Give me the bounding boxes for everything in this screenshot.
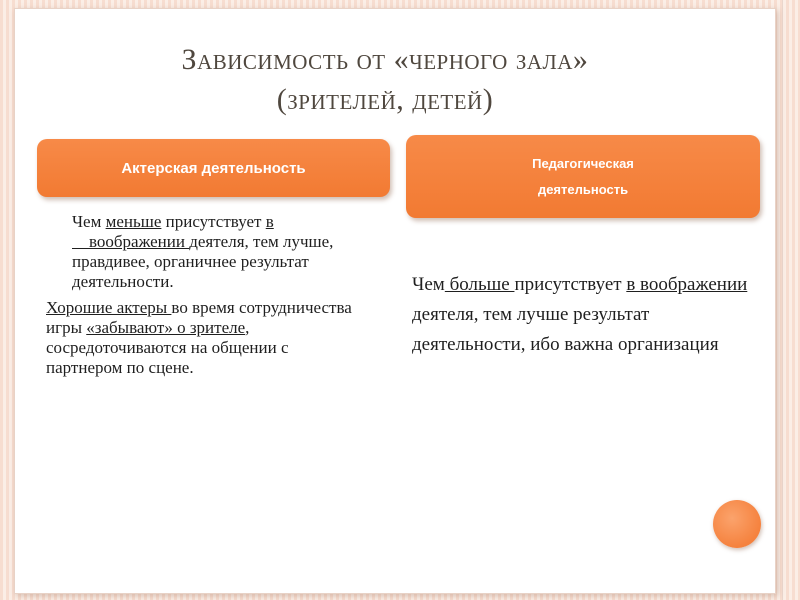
edge-line — [782, 0, 783, 600]
text-run: Чем — [412, 274, 445, 295]
title-line-1: Зависимость от «черного зала» — [181, 43, 589, 76]
pedagogical-paragraph — [412, 270, 752, 360]
decorative-circle — [713, 500, 761, 548]
header-pedagogical-line-2: деятельность — [537, 181, 629, 197]
header-acting — [37, 139, 390, 197]
pedagogical-text — [412, 270, 752, 360]
underlined-run: Хорошие актеры — [46, 298, 172, 317]
text-run: присутствует — [514, 274, 627, 295]
underlined-run: меньше — [105, 212, 162, 231]
acting-text — [46, 212, 356, 378]
header-acting-label: Актерская деятельность — [121, 159, 306, 177]
underlined-run: в воображении — [626, 274, 748, 295]
text-run: присутствует — [161, 212, 266, 231]
underlined-run: в — [265, 212, 274, 231]
header-pedagogical-line-1: Педагогическая — [532, 155, 634, 171]
underlined-run: «забывают» о зрителе — [86, 318, 246, 337]
slide-title — [60, 40, 710, 120]
text-run: во время сотрудничества игры — [46, 298, 352, 337]
text-run: деятеля, тем лучше, правдивее, органичнее результат деятельности. — [72, 232, 334, 291]
acting-paragraph-2 — [46, 298, 356, 378]
text-run: деятеля, тем лучше результат деятельности, ибо важна организация — [412, 304, 719, 355]
title-line-2: (зрителей, детей) — [276, 83, 494, 116]
text-run: , сосредоточиваются на общении с партнером по сцене. — [46, 318, 289, 377]
underlined-run: больше — [444, 274, 515, 295]
text-run: Чем — [72, 212, 106, 231]
acting-paragraph-1 — [46, 212, 356, 292]
underlined-run: воображении — [72, 232, 190, 251]
header-pedagogical — [406, 135, 760, 218]
